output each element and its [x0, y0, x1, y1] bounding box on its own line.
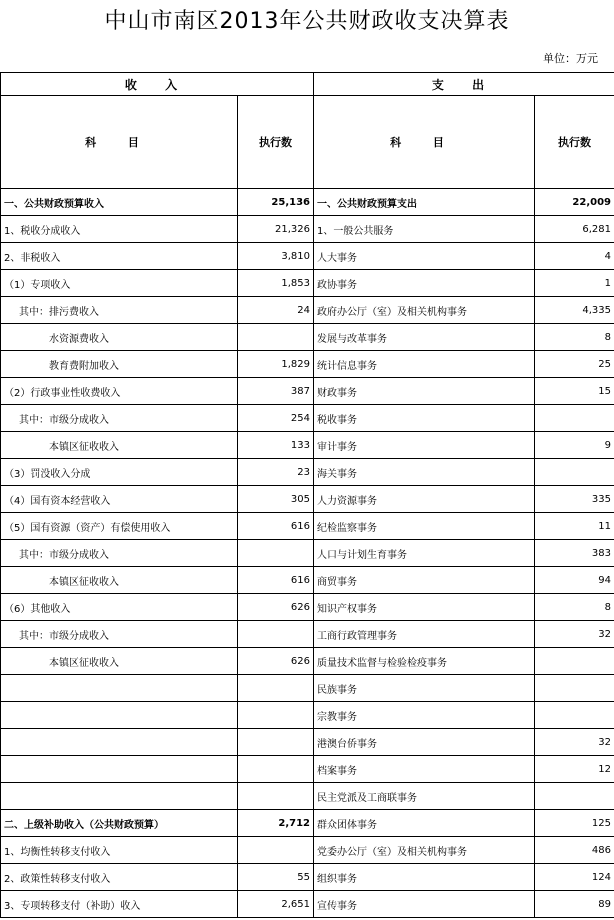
income-item-name: （5）国有资源（资产）有偿使用收入	[1, 513, 238, 540]
expense-item-name: 港澳台侨事务	[314, 729, 535, 756]
table-row	[1, 405, 614, 432]
expense-item-name: 1、一般公共服务	[314, 216, 535, 243]
income-item-amount	[238, 324, 314, 351]
income-item-amount: 21,326	[238, 216, 314, 243]
income-item-amount: 55	[238, 864, 314, 891]
income-item-amount: 1,853	[238, 270, 314, 297]
table-row	[1, 513, 614, 540]
table-row	[1, 567, 614, 594]
income-item-name: 教育费附加收入	[1, 351, 238, 378]
expense-item-name: 人口与计划生育事务	[314, 540, 535, 567]
table-row	[1, 459, 614, 486]
income-item-name: 其中：市级分成收入	[1, 540, 238, 567]
income-item-name: 本镇区征收收入	[1, 567, 238, 594]
table-row	[1, 594, 614, 621]
income-item-amount: 2,651	[238, 891, 314, 918]
expense-item-amount: 12	[535, 756, 614, 783]
expense-item-amount: 4	[535, 243, 614, 270]
income-item-name	[1, 783, 238, 810]
table-row	[1, 432, 614, 459]
page-title: 中山市南区2013年公共财政收支决算表	[104, 9, 510, 34]
table-row	[1, 270, 614, 297]
expense-item-amount: 335	[535, 486, 614, 513]
expense-item-amount: 4,335	[535, 297, 614, 324]
expense-item-name: 宗教事务	[314, 702, 535, 729]
income-item-name: 一、公共财政预算收入	[1, 189, 238, 216]
expense-item-amount: 8	[535, 324, 614, 351]
income-item-name: 本镇区征收收入	[1, 432, 238, 459]
expense-item-name: 民主党派及工商联事务	[314, 783, 535, 810]
income-item-amount: 254	[238, 405, 314, 432]
expense-item-amount: 11	[535, 513, 614, 540]
expense-item-amount: 32	[535, 729, 614, 756]
income-item-amount: 616	[238, 513, 314, 540]
expense-item-amount: 124	[535, 864, 614, 891]
income-item-name: （3）罚没收入分成	[1, 459, 238, 486]
income-item-name: （6）其他收入	[1, 594, 238, 621]
expense-item-name: 人力资源事务	[314, 486, 535, 513]
income-item-name: （1）专项收入	[1, 270, 238, 297]
table-row	[1, 351, 614, 378]
income-item-name: 其中：市级分成收入	[1, 405, 238, 432]
income-item-amount	[238, 837, 314, 864]
expense-item-amount	[535, 405, 614, 432]
expense-item-name: 发展与改革事务	[314, 324, 535, 351]
expense-item-amount: 6,281	[535, 216, 614, 243]
expense-amount-header: 执行数	[535, 96, 614, 189]
income-item-name: 二、上级补助收入（公共财政预算）	[1, 810, 238, 837]
income-item-amount: 387	[238, 378, 314, 405]
table-row	[1, 243, 614, 270]
income-item-name: （4）国有资本经营收入	[1, 486, 238, 513]
expense-item-amount: 15	[535, 378, 614, 405]
expense-item-name: 政府办公厅（室）及相关机构事务	[314, 297, 535, 324]
expense-item-name: 纪检监察事务	[314, 513, 535, 540]
income-item-name: 本镇区征收收入	[1, 648, 238, 675]
expense-item-amount: 22,009	[535, 189, 614, 216]
income-item-name: 其中：排污费收入	[1, 297, 238, 324]
expense-item-name: 宣传事务	[314, 891, 535, 918]
expense-item-amount	[535, 675, 614, 702]
expense-item-name: 质量技术监督与检验检疫事务	[314, 648, 535, 675]
expense-item-name: 党委办公厅（室）及相关机构事务	[314, 837, 535, 864]
income-item-amount: 305	[238, 486, 314, 513]
income-item-name	[1, 729, 238, 756]
income-item-amount	[238, 729, 314, 756]
income-item-amount: 616	[238, 567, 314, 594]
income-item-amount	[238, 783, 314, 810]
expense-item-amount: 9	[535, 432, 614, 459]
table-row	[1, 648, 614, 675]
expense-item-name: 知识产权事务	[314, 594, 535, 621]
income-item-name	[1, 702, 238, 729]
income-item-amount: 3,810	[238, 243, 314, 270]
expense-item-name: 工商行政管理事务	[314, 621, 535, 648]
expense-item-name: 组织事务	[314, 864, 535, 891]
income-item-amount: 626	[238, 648, 314, 675]
expense-item-name: 税收事务	[314, 405, 535, 432]
income-item-amount: 23	[238, 459, 314, 486]
table-row	[1, 702, 614, 729]
income-item-name: 1、税收分成收入	[1, 216, 238, 243]
table-row	[1, 729, 614, 756]
section-header-row	[1, 73, 614, 96]
income-item-amount	[238, 675, 314, 702]
income-item-amount: 24	[238, 297, 314, 324]
table-row	[1, 324, 614, 351]
expense-item-amount	[535, 459, 614, 486]
expense-item-amount	[535, 783, 614, 810]
expense-item-name: 海关事务	[314, 459, 535, 486]
budget-table	[0, 72, 614, 918]
expense-item-amount: 486	[535, 837, 614, 864]
column-header-row	[1, 96, 614, 189]
table-row	[1, 297, 614, 324]
income-item-amount	[238, 756, 314, 783]
table-row	[1, 837, 614, 864]
table-row	[1, 189, 614, 216]
table-row	[1, 864, 614, 891]
expense-item-amount: 25	[535, 351, 614, 378]
expense-subject-header: 科 目	[314, 96, 535, 189]
income-item-amount	[238, 702, 314, 729]
table-row	[1, 891, 614, 918]
income-item-name: 2、非税收入	[1, 243, 238, 270]
expense-item-amount: 125	[535, 810, 614, 837]
expense-item-amount: 32	[535, 621, 614, 648]
table-row	[1, 783, 614, 810]
income-item-name: 其中：市级分成收入	[1, 621, 238, 648]
income-item-amount: 133	[238, 432, 314, 459]
income-item-name	[1, 675, 238, 702]
income-item-amount	[238, 621, 314, 648]
income-item-amount: 25,136	[238, 189, 314, 216]
expense-item-amount: 8	[535, 594, 614, 621]
expense-header: 支 出	[314, 73, 614, 96]
expense-item-name: 群众团体事务	[314, 810, 535, 837]
income-item-name: 2、政策性转移支付收入	[1, 864, 238, 891]
expense-item-name: 商贸事务	[314, 567, 535, 594]
expense-item-amount: 383	[535, 540, 614, 567]
expense-item-name: 政协事务	[314, 270, 535, 297]
income-header: 收 入	[1, 73, 314, 96]
unit-label: 单位：万元	[543, 52, 598, 65]
income-item-amount: 1,829	[238, 351, 314, 378]
income-item-name: （2）行政事业性收费收入	[1, 378, 238, 405]
table-row	[1, 216, 614, 243]
expense-item-name: 一、公共财政预算支出	[314, 189, 535, 216]
income-item-amount: 2,712	[238, 810, 314, 837]
income-item-name: 3、专项转移支付（补助）收入	[1, 891, 238, 918]
table-row	[1, 756, 614, 783]
table-row	[1, 810, 614, 837]
income-item-amount: 626	[238, 594, 314, 621]
income-item-amount	[238, 540, 314, 567]
expense-item-amount: 89	[535, 891, 614, 918]
income-item-name: 水资源费收入	[1, 324, 238, 351]
expense-item-name: 财政事务	[314, 378, 535, 405]
expense-item-amount: 1	[535, 270, 614, 297]
income-subject-header: 科 目	[1, 96, 238, 189]
expense-item-name: 档案事务	[314, 756, 535, 783]
expense-item-amount	[535, 648, 614, 675]
table-row	[1, 540, 614, 567]
table-row	[1, 378, 614, 405]
expense-item-name: 统计信息事务	[314, 351, 535, 378]
income-item-name: 1、均衡性转移支付收入	[1, 837, 238, 864]
expense-item-amount	[535, 702, 614, 729]
table-row	[1, 486, 614, 513]
expense-item-amount: 94	[535, 567, 614, 594]
table-row	[1, 621, 614, 648]
income-amount-header: 执行数	[238, 96, 314, 189]
table-row	[1, 675, 614, 702]
expense-item-name: 审计事务	[314, 432, 535, 459]
expense-item-name: 民族事务	[314, 675, 535, 702]
expense-item-name: 人大事务	[314, 243, 535, 270]
income-item-name	[1, 756, 238, 783]
